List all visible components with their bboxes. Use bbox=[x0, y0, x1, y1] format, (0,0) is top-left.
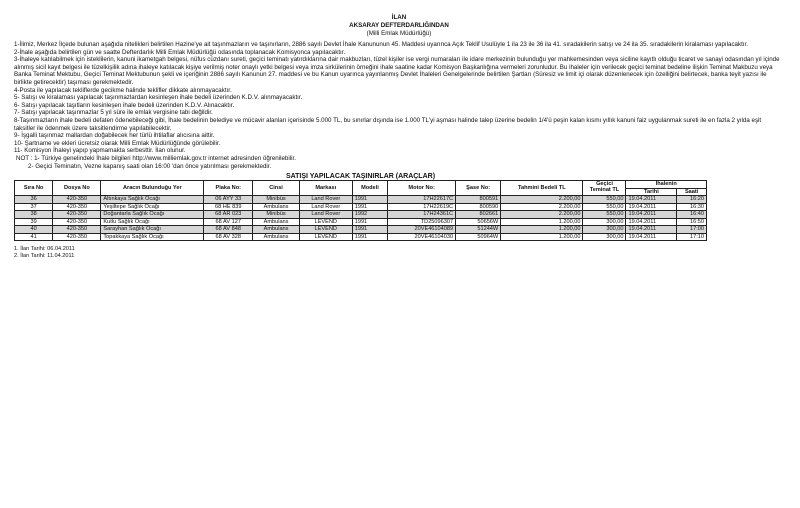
cell-plaka: 68 AV 848 bbox=[204, 226, 253, 234]
table-row bbox=[15, 203, 707, 211]
cell-saat: 17:00 bbox=[677, 226, 707, 234]
paragraph-3: 3-İhaleye katılabilmek için isteklilerin, kanuni ikametgah belgesi, nüfus cüzdanı sureti, geçici teminatı yatırdıklarına dair makbuzları, tüzel kişiler ise vergi numaraları ile idare merkezinin bulunduğu yer mahkemesinden veya siciline kayıtlı olduğu ticaret ve sanayi odasından yıl içinde alınmış sicil kayıt belgesi ile tüzelkişilik adına ihaleye katılacak kişiye verilmiş noter onaylı yetki belgesi veya imza sirkülerinin örneğini ihale saatine kadar Komisyon Başkanlığına vermeleri zorunludur. Bu ihaleler için verilecek geçici teminat bedeline ilişkin Teminat Makbuzu veya Banka Teminat Mektubu, Geçici Teminat Mektubunun şekli ve içeriğinin 2886 sayılı Kanunun 27. maddesi ve bu Kanun uyarınca yayınlanmış Devlet İhaleleri Genelgelerinde belirtilen Şartları (Süresiz ve limit içi olarak düzenlenecek için özelliğini belirtecek, banka teyit yazısı ile birlikte getirecektir) taşıması gerekmektedir. bbox=[14, 56, 780, 86]
paragraph-11: 11- Komisyon İhaleyi yapıp yapmamakta serbesttir. İlan olunur. bbox=[14, 147, 186, 155]
cell-tarih: 19.04.2011 bbox=[626, 196, 677, 204]
cell-tarih: 19.04.2011 bbox=[626, 226, 677, 234]
cell-tarih: 19.04.2011 bbox=[626, 233, 677, 241]
cell-markasi: Land Rover bbox=[299, 203, 352, 211]
cell-dosya: 420-350 bbox=[53, 226, 101, 234]
cell-motor: TD25096307 bbox=[388, 218, 456, 226]
cell-yer: Kutlu Sağlık Ocağı bbox=[101, 218, 204, 226]
cell-teminat: 550,00 bbox=[583, 203, 626, 211]
paragraph-8: 8-Taşınmazların ihale bedeli defaten ödenebileceği gibi, İhale bedelinin belediye ve mücavir alanları içerisinde 5.000 TL, bu sınırlar dışında ise 1.000 TL'yi aşması halinde talep üzerine bedelin 1/4'ü peşin kalan kısmı yıllık kanuni faiz uygulanmak sureti ile en fazla 2 yılda eşit taksitler ile ödenmek üzere taksitlendirme yapılabilecektir. bbox=[14, 116, 762, 132]
col-markasi: Markası bbox=[299, 181, 352, 196]
cell-model: 1991 bbox=[352, 233, 387, 241]
cell-model: 1991 bbox=[352, 203, 387, 211]
col-cinsi: Cinsi bbox=[253, 181, 300, 196]
cell-motor: 17H22617C bbox=[388, 196, 456, 204]
col-saat: Saati bbox=[677, 188, 707, 196]
col-model: Modeli bbox=[352, 181, 387, 196]
cell-plaka: 68 AV 328 bbox=[204, 233, 253, 241]
cell-sira: 40 bbox=[15, 226, 53, 234]
cell-model: 1991 bbox=[352, 196, 387, 204]
cell-sase: 50656W bbox=[456, 218, 501, 226]
cell-model: 1991 bbox=[352, 218, 387, 226]
cell-motor: 17H24361C bbox=[388, 211, 456, 219]
cell-markasi: Land Rover bbox=[299, 196, 352, 204]
cell-bedel: 1.200,00 bbox=[501, 226, 583, 234]
paragraph-5: 5- Satışı ve kiralaması yapılacak taşınmazlardan kesinleşen ihale bedeli üzerinden K.D.V. alınmayacaktır. bbox=[14, 94, 303, 102]
cell-yer: Yeşiltepe Sağlık Ocağı bbox=[101, 203, 204, 211]
cell-sira: 41 bbox=[15, 233, 53, 241]
vehicles-table bbox=[14, 180, 707, 241]
cell-markasi: LEVEND bbox=[299, 218, 352, 226]
document-page bbox=[14, 14, 784, 260]
cell-cinsi: Ambulans bbox=[253, 226, 300, 234]
cell-sase: 51244W bbox=[456, 226, 501, 234]
cell-model: 1991 bbox=[352, 226, 387, 234]
cell-tarih: 19.04.2011 bbox=[626, 211, 677, 219]
cell-cinsi: Minibüs bbox=[253, 196, 300, 204]
cell-sase: 50964W bbox=[456, 233, 501, 241]
cell-sira: 38 bbox=[15, 211, 53, 219]
table-row bbox=[15, 233, 707, 241]
cell-motor: 20VE46104089 bbox=[388, 226, 456, 234]
table-title: SATIŞI YAPILACAK TAŞINIRLAR (ARAÇLAR) bbox=[285, 173, 436, 181]
cell-bedel: 2.200,00 bbox=[501, 203, 583, 211]
col-bedel: Tahmini Bedeli TL bbox=[501, 181, 583, 196]
cell-plaka: 68 AV 127 bbox=[204, 218, 253, 226]
col-ihale: İhalenin bbox=[626, 181, 707, 189]
cell-saat: 16:30 bbox=[677, 203, 707, 211]
notes bbox=[14, 155, 784, 170]
paragraph-7: 7- Satışı yapılacak taşınmazlar 5 yıl süre ile emlak vergisine tabi değildir. bbox=[14, 109, 213, 117]
paragraph-2: 2-İhale aşağıda belirtilen gün ve saatte Defterdarlık Milli Emlak Müdürlüğü odasında toplanacak Komisyonca yapılacaktır. bbox=[14, 48, 346, 56]
table-row bbox=[15, 226, 707, 234]
issuer-name: AKSARAY DEFTERDARLIĞINDAN bbox=[349, 22, 449, 29]
cell-markasi: LEVEND bbox=[299, 226, 352, 234]
cell-teminat: 300,00 bbox=[583, 226, 626, 234]
announcement-body bbox=[14, 41, 784, 155]
cell-cinsi: Ambulans bbox=[253, 203, 300, 211]
cell-sase: 800591 bbox=[456, 196, 501, 204]
cell-saat: 16:50 bbox=[677, 218, 707, 226]
col-tarih: Tarihi bbox=[626, 188, 677, 196]
cell-dosya: 420-350 bbox=[53, 233, 101, 241]
issuer-department: (Milli Emlak Müdürlüğü) bbox=[366, 30, 432, 37]
cell-yer: Topakkaya Sağlık Ocağı bbox=[101, 233, 204, 241]
note-2: 2- Geçici Teminatın, Vezne kapanış saati olan 16:00 'dan önce yatırılması gerekmektedir. bbox=[28, 162, 272, 170]
cell-plaka: 06 AYY 33 bbox=[204, 196, 253, 204]
col-teminat: Geçici Teminat TL bbox=[583, 181, 626, 196]
cell-bedel: 1.200,00 bbox=[501, 233, 583, 241]
table-header-row bbox=[15, 181, 707, 189]
cell-yer: Sarayhan Sağlık Ocağı bbox=[101, 226, 204, 234]
col-sira: Sıra No bbox=[15, 181, 53, 196]
cell-cinsi: Ambulans bbox=[253, 233, 300, 241]
cell-sira: 39 bbox=[15, 218, 53, 226]
table-row bbox=[15, 218, 707, 226]
paragraph-1: 1-İlimiz, Merkez İlçede bulunan aşağıda nitelikleri belirtilen Hazine'ye ait taşınmazların ve taşınırların, 2886 sayılı Devlet İhale Kanununun 45. Maddesi uyarınca Açık Teklif Usulüyle 1 ila 23 ile 36 ila 41. sıradakilerin satışı ve 24 ila 35. sıradakilerin kiralaması yapılacaktır. bbox=[14, 41, 748, 48]
cell-tarih: 19.04.2011 bbox=[626, 218, 677, 226]
paragraph-6: 6- Satışı yapılacak taşıtların kesinleşen ihale bedeli üzerinden K.D.V. Alınacaktır. bbox=[14, 101, 235, 109]
cell-cinsi: Minibüs bbox=[253, 211, 300, 219]
cell-teminat: 300,00 bbox=[583, 233, 626, 241]
cell-motor: 20VE46104030 bbox=[388, 233, 456, 241]
col-plaka: Plaka No: bbox=[204, 181, 253, 196]
cell-markasi: LEVEND bbox=[299, 233, 352, 241]
cell-dosya: 420-350 bbox=[53, 203, 101, 211]
col-sase: Şase No: bbox=[456, 181, 501, 196]
paragraph-10: 10- Şartname ve ekleri ücretsiz olarak Milli Emlak Müdürlüğünde görülebilir. bbox=[14, 139, 221, 147]
cell-saat: 17:10 bbox=[677, 233, 707, 241]
publication-date-1: 1. İlan Tarihi: 06.04.2011 bbox=[14, 246, 75, 253]
table-row bbox=[15, 196, 707, 204]
cell-sase: 802661 bbox=[456, 211, 501, 219]
cell-dosya: 420-350 bbox=[53, 211, 101, 219]
table-row bbox=[15, 211, 707, 219]
cell-saat: 16:20 bbox=[677, 196, 707, 204]
cell-bedel: 1.200,00 bbox=[501, 218, 583, 226]
cell-motor: 17H22619C bbox=[388, 203, 456, 211]
cell-dosya: 420-350 bbox=[53, 218, 101, 226]
paragraph-9: 9- İşgalli taşınmaz mallardan doğabilecek her türlü ihtilaflar alıcısına aittir. bbox=[14, 132, 215, 140]
cell-markasi: Land Rover bbox=[299, 211, 352, 219]
col-yer: Aracın Bulunduğu Yer bbox=[101, 181, 204, 196]
cell-teminat: 300,00 bbox=[583, 218, 626, 226]
cell-saat: 16:40 bbox=[677, 211, 707, 219]
cell-yer: Altınkaya Sağlık Ocağı bbox=[101, 196, 204, 204]
cell-tarih: 19.04.2011 bbox=[626, 203, 677, 211]
cell-bedel: 2.200,00 bbox=[501, 211, 583, 219]
publication-date-2: 2. İlan Tarihi: 11.04.2011 bbox=[14, 253, 75, 260]
cell-sase: 800590 bbox=[456, 203, 501, 211]
cell-teminat: 550,00 bbox=[583, 211, 626, 219]
cell-cinsi: Ambulans bbox=[253, 218, 300, 226]
col-dosya: Dosya No bbox=[53, 181, 101, 196]
cell-sira: 37 bbox=[15, 203, 53, 211]
cell-bedel: 2.200,00 bbox=[501, 196, 583, 204]
announcement-header bbox=[14, 14, 784, 38]
publication-dates bbox=[14, 246, 784, 260]
cell-plaka: 68 HE 839 bbox=[204, 203, 253, 211]
announcement-title: İLAN bbox=[391, 14, 407, 21]
paragraph-4: 4-Posta ile yapılacak tekliflerde gecikme halinde teklifler dikkate alınmayacaktır. bbox=[14, 86, 232, 94]
cell-plaka: 68 AR 023 bbox=[204, 211, 253, 219]
cell-sira: 36 bbox=[15, 196, 53, 204]
cell-model: 1992 bbox=[352, 211, 387, 219]
col-motor: Motor No: bbox=[388, 181, 456, 196]
cell-dosya: 420-350 bbox=[53, 196, 101, 204]
note-1: NOT : 1- Türkiye genelindeki İhale bilgileri http://www.milliemlak.gov.tr internet adresinden öğrenilebilir. bbox=[16, 154, 296, 162]
cell-teminat: 550,00 bbox=[583, 196, 626, 204]
table-body bbox=[15, 196, 707, 241]
cell-yer: Doğantarla Sağlık Ocağı bbox=[101, 211, 204, 219]
